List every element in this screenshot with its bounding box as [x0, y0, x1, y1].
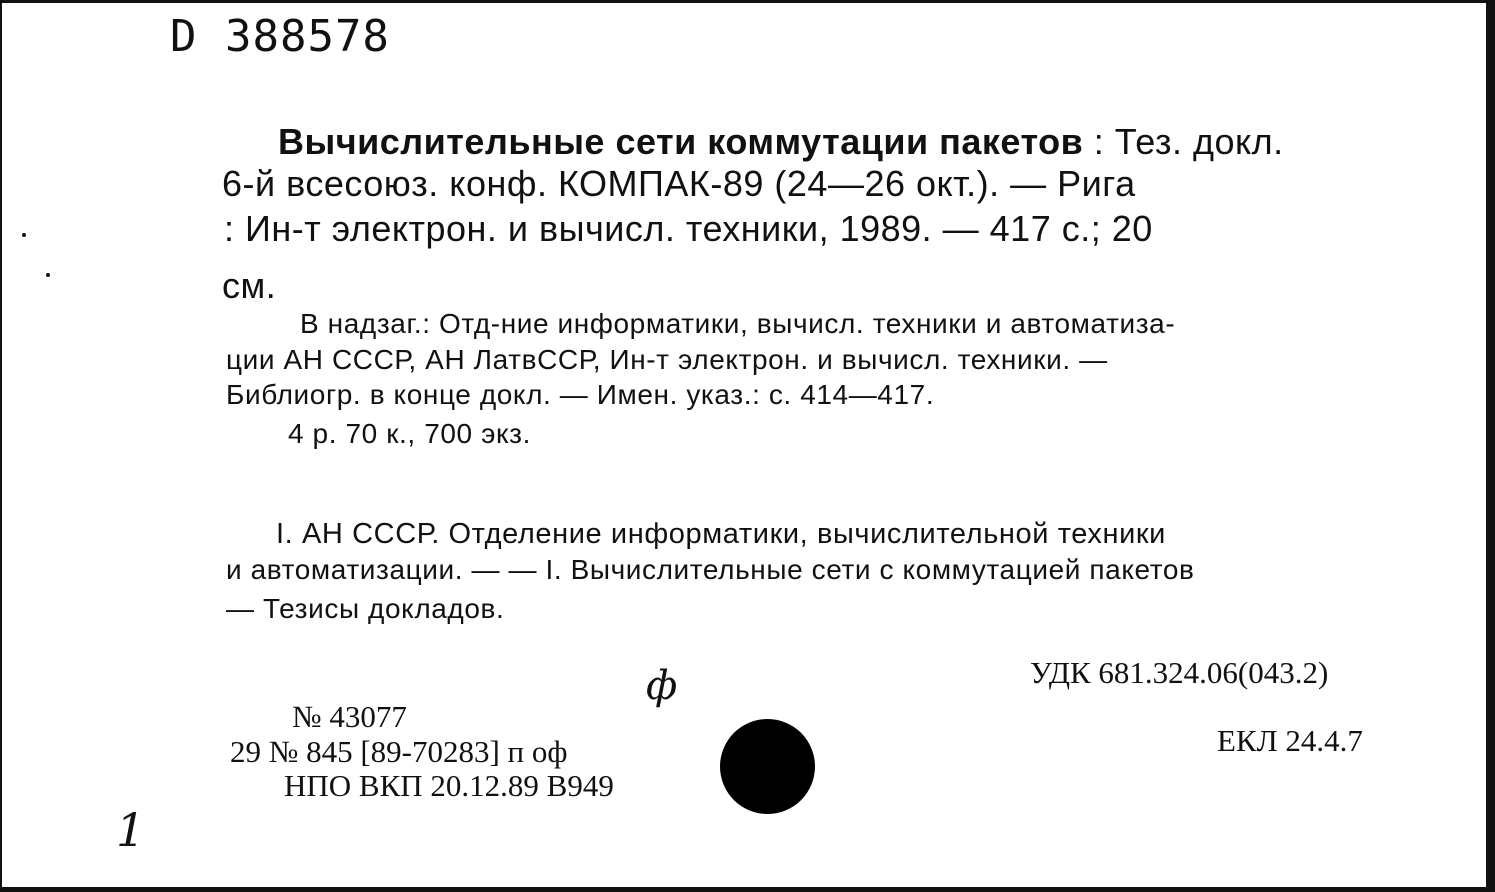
handwritten-mark: ф [646, 663, 678, 709]
notes-line-2: ции АН СССР, АН ЛатвССР, Ин-т электрон. и вычисл. техники. — [226, 344, 1108, 375]
handwritten-number: 1 [116, 803, 146, 857]
udc-code: УДК 681.324.06(043.2) [1030, 655, 1329, 690]
title-rest: : Тез. докл. [1083, 121, 1284, 162]
speck [46, 273, 50, 277]
price-line: 4 р. 70 к., 700 экз. [288, 418, 531, 449]
print-line-1: 29 № 845 [89-70283] п оф [230, 734, 568, 769]
tracings-line-1: I. АН СССР. Отделение информатики, вычислительной техники [276, 518, 1166, 550]
tracings-line-3: — Тезисы докладов. [226, 593, 505, 624]
card-number: D 388578 [170, 11, 390, 62]
punch-hole [720, 719, 815, 814]
notes-line-1: В надзаг.: Отд-ние информатики, вычисл. техники и автоматиза- [300, 308, 1176, 339]
speck [22, 233, 26, 237]
order-number: № 43077 [292, 699, 407, 734]
title-bold: Вычислительные сети коммутации пакетов [278, 121, 1084, 162]
ekl-code: ЕКЛ 24.4.7 [1217, 723, 1363, 758]
print-line-2: НПО ВКП 20.12.89 В949 [284, 768, 614, 803]
title-line-3: : Ин-т электрон. и вычисл. техники, 1989. — 417 с.; 20 [224, 208, 1153, 249]
notes-line-3: Библиогр. в конце докл. — Имен. указ.: с. 414—417. [226, 379, 935, 410]
title-line-1 [278, 121, 1284, 163]
title-line-4: см. [222, 265, 277, 306]
tracings-line-2: и автоматизации. — — I. Вычислительные сети с коммутацией пакетов [226, 554, 1195, 585]
title-line-2: 6-й всесоюз. конф. КОМПАК-89 (24—26 окт.). — Рига [222, 163, 1136, 204]
